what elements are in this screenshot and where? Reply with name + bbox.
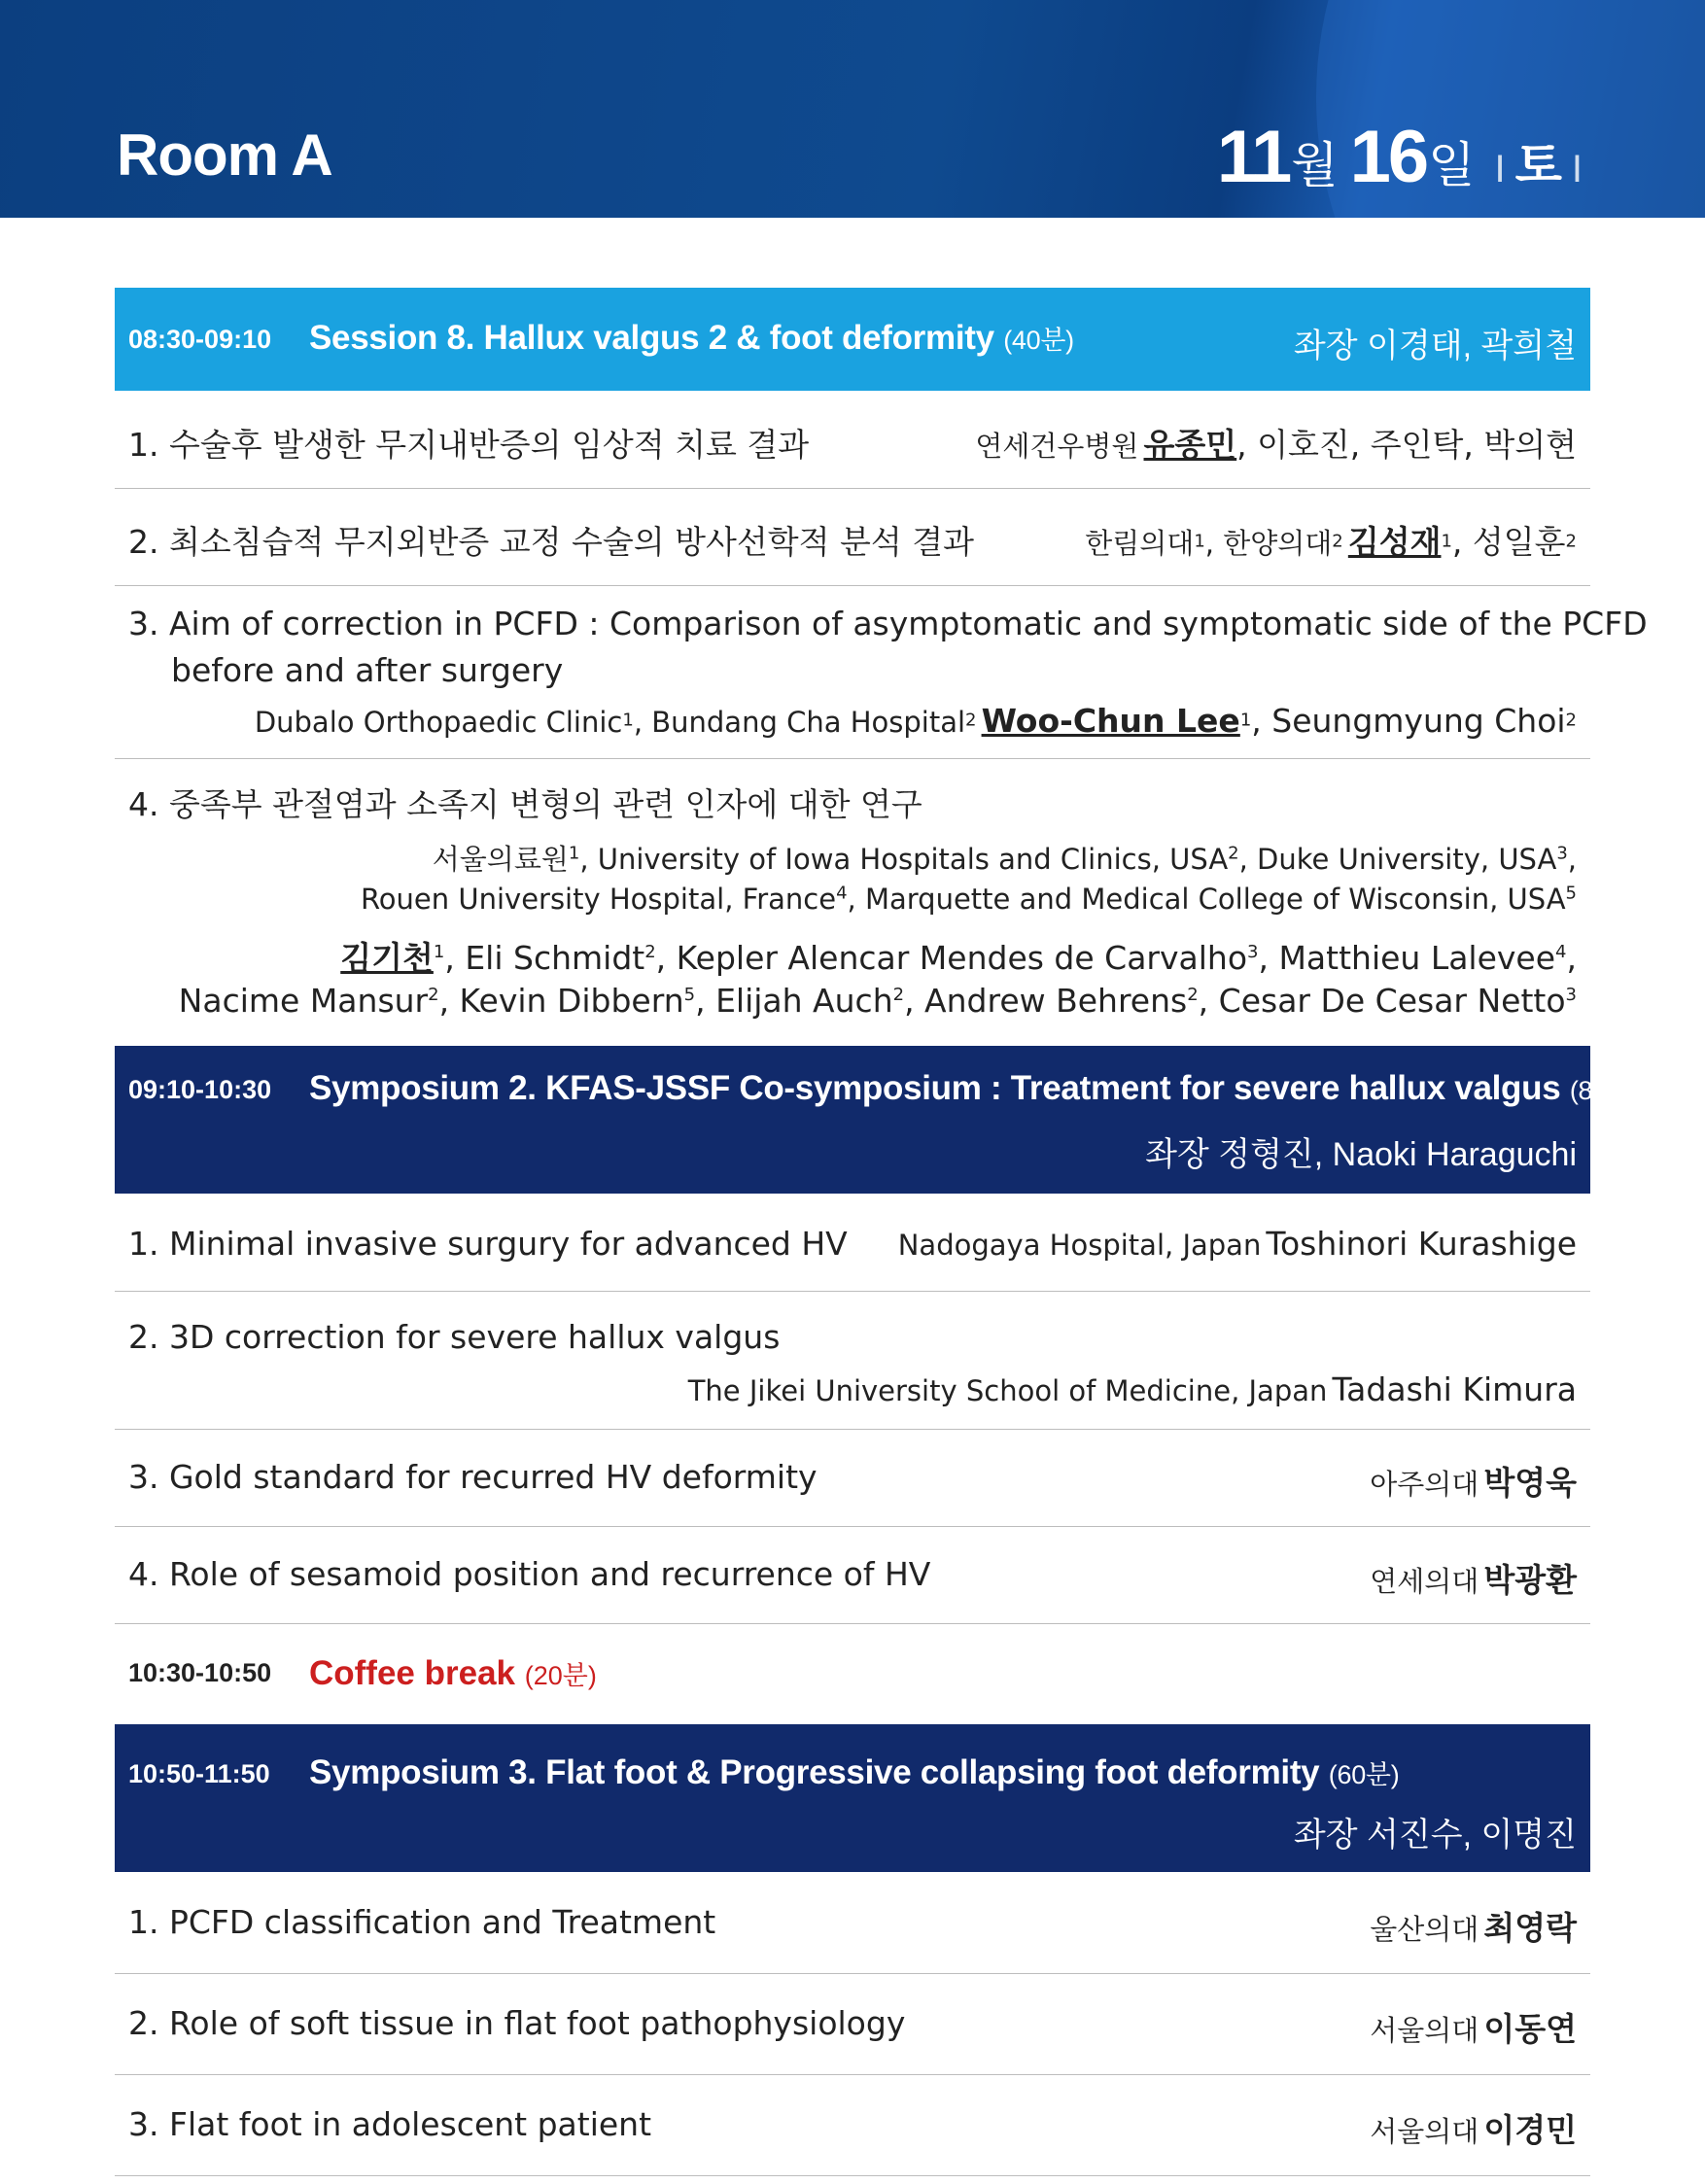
session-title: Symposium 2. KFAS-JSSF Co-symposium : Treatment for severe hallux valgus (80분) (309, 1069, 1641, 1107)
affiliation: Nadogaya Hospital, Japan (897, 1229, 1262, 1262)
talk-row (115, 1872, 1590, 1974)
speaker: 박광환 (1483, 1561, 1577, 1599)
break-duration: (20분) (524, 1661, 597, 1690)
talk-authors (1370, 1555, 1577, 1601)
separator: I (1494, 148, 1506, 191)
talk-authors (1370, 2105, 1577, 2151)
talk-title: 2. 3D correction for severe hallux valgus (128, 1318, 781, 1356)
talk-row (115, 391, 1590, 489)
talk-title: 4. 중족부 관절염과 소족지 변형의 관련 인자에 대한 연구 (128, 785, 922, 823)
speaker: 이동연 (1483, 2010, 1577, 2048)
affiliation: 서울의대 (1370, 2014, 1479, 2047)
talk-row (115, 585, 1648, 759)
talk-title: 1. 수술후 발생한 무지내반증의 임상적 치료 결과 (128, 426, 810, 464)
coffee-break (115, 1652, 1590, 1699)
date-label (1217, 115, 1590, 199)
session-chair: 좌장 정형진, Naoki Haraguchi (1145, 1136, 1577, 1173)
affiliation: The Jikei University School of Medicine, Japan (687, 1374, 1328, 1407)
talk-authors (688, 1370, 1577, 1408)
talk-row (115, 2074, 1590, 2176)
speaker: Tadashi Kimura (1332, 1370, 1577, 1408)
session-duration: (80분) (1569, 1076, 1641, 1105)
session-title: Symposium 3. Flat foot & Progressive collapsing foot deformity (60분) (309, 1753, 1400, 1791)
talk-authors: 연세건우병원 유종민, 이호진, 주인탁, 박의현 (975, 426, 1577, 464)
speaker: Toshinori Kurashige (1266, 1225, 1577, 1263)
affiliation-line: Rouen University Hospital, France$^4$, Marquette and Medical College of Wisconsin, USA$^5$ (360, 883, 1577, 916)
talk-row (115, 1291, 1590, 1430)
break-title: Coffee break (20분) (309, 1654, 597, 1692)
talk-authors (898, 1225, 1577, 1263)
author-line: Nacime Mansur$^2$, Kevin Dibbern$^5$, Elijah Auch$^2$, Andrew Behrens$^2$, Cesar De Cesar Netto$^3$ (178, 982, 1577, 1020)
presenter: Woo-Chun Lee (981, 702, 1240, 740)
session-duration: (40분) (1003, 326, 1074, 355)
talk-row (115, 1429, 1590, 1527)
session-header (115, 288, 1590, 391)
affiliation-line: 서울의료원$^1$, University of Iowa Hospitals and Clinics, USA$^2$, Duke University, USA$^3$, (432, 843, 1577, 876)
talk-row (115, 1194, 1590, 1292)
month-number: 11 (1216, 116, 1290, 198)
talk-title: 2. Role of soft tissue in flat foot pathophysiology (128, 2004, 906, 2042)
talk-row (115, 758, 1590, 1046)
talk-authors (1370, 1458, 1577, 1504)
break-time: 10:30-10:50 (128, 1658, 272, 1687)
talk-authors: 한림의대$^1$, 한양의대$^2$ 김성재$^1$, 성일훈$^2$ (1085, 523, 1577, 561)
month-unit: 월 (1291, 138, 1339, 192)
speaker: 이경민 (1483, 2111, 1577, 2149)
talk-title: 3. Flat foot in adolescent patient (128, 2105, 652, 2143)
session-duration: (60분) (1328, 1760, 1400, 1789)
speaker: 최영락 (1483, 1909, 1577, 1947)
talk-authors: Dubalo Orthopaedic Clinic$^1$, Bundang Cha Hospital$^2$ Woo-Chun Lee$^1$, Seungmyung Choi$^2$ (254, 702, 1577, 740)
affiliation: 연세의대 (1370, 1565, 1479, 1598)
session-title: Session 8. Hallux valgus 2 & foot deformity (40분) (309, 319, 1074, 357)
separator: I (1571, 148, 1583, 191)
session-time: 08:30-09:10 (128, 325, 272, 354)
affiliation: 서울의대 (1370, 2115, 1479, 2148)
session-chair: 좌장 이경태, 곽희철 (1293, 328, 1577, 364)
author-line: 김기천$^1$, Eli Schmidt$^2$, Kepler Alencar Mendes de Carvalho$^3$, Matthieu Lalevee$^4$, (340, 939, 1577, 977)
session-header (115, 1046, 1641, 1194)
presenter: 김기천 (340, 939, 434, 977)
session-header (115, 1724, 1590, 1872)
session-chair: 좌장 서진수, 이명진 (1293, 1817, 1577, 1854)
talk-authors (1370, 2004, 1577, 2050)
talk-title: 3. Aim of correction in PCFD : Comparison of asymptomatic and symptomatic side of the PCFD (128, 605, 1648, 642)
talk-row (115, 1973, 1590, 2075)
talk-row (115, 1526, 1590, 1624)
session-time: 10:50-11:50 (128, 1759, 270, 1788)
session-time: 09:10-10:30 (128, 1075, 272, 1104)
presenter: 김성재 (1347, 523, 1442, 561)
talk-title: 1. Minimal invasive surgury for advanced HV (128, 1225, 848, 1263)
talk-authors (1370, 1903, 1577, 1949)
affiliation: 아주의대 (1370, 1468, 1479, 1501)
affiliation: 울산의대 (1370, 1913, 1479, 1946)
talk-title: 2. 최소침습적 무지외반증 교정 수술의 방사선학적 분석 결과 (128, 523, 974, 561)
talk-row (115, 488, 1590, 586)
affiliation: 연세건우병원 (975, 430, 1139, 463)
talk-title: 3. Gold standard for recurred HV deformity (128, 1458, 818, 1496)
presenter: 유종민 (1143, 426, 1237, 464)
talk-title: 1. PCFD classification and Treatment (128, 1903, 716, 1941)
day-unit: 일 (1428, 138, 1476, 192)
page-header (0, 0, 1705, 218)
weekday: 토 (1514, 138, 1562, 192)
day-number: 16 (1349, 116, 1427, 198)
talk-title-cont: before and after surgery (171, 651, 564, 689)
talk-title: 4. Role of sesamoid position and recurrence of HV (128, 1555, 931, 1593)
speaker: 박영욱 (1483, 1464, 1577, 1502)
room-title: Room A (117, 122, 332, 188)
